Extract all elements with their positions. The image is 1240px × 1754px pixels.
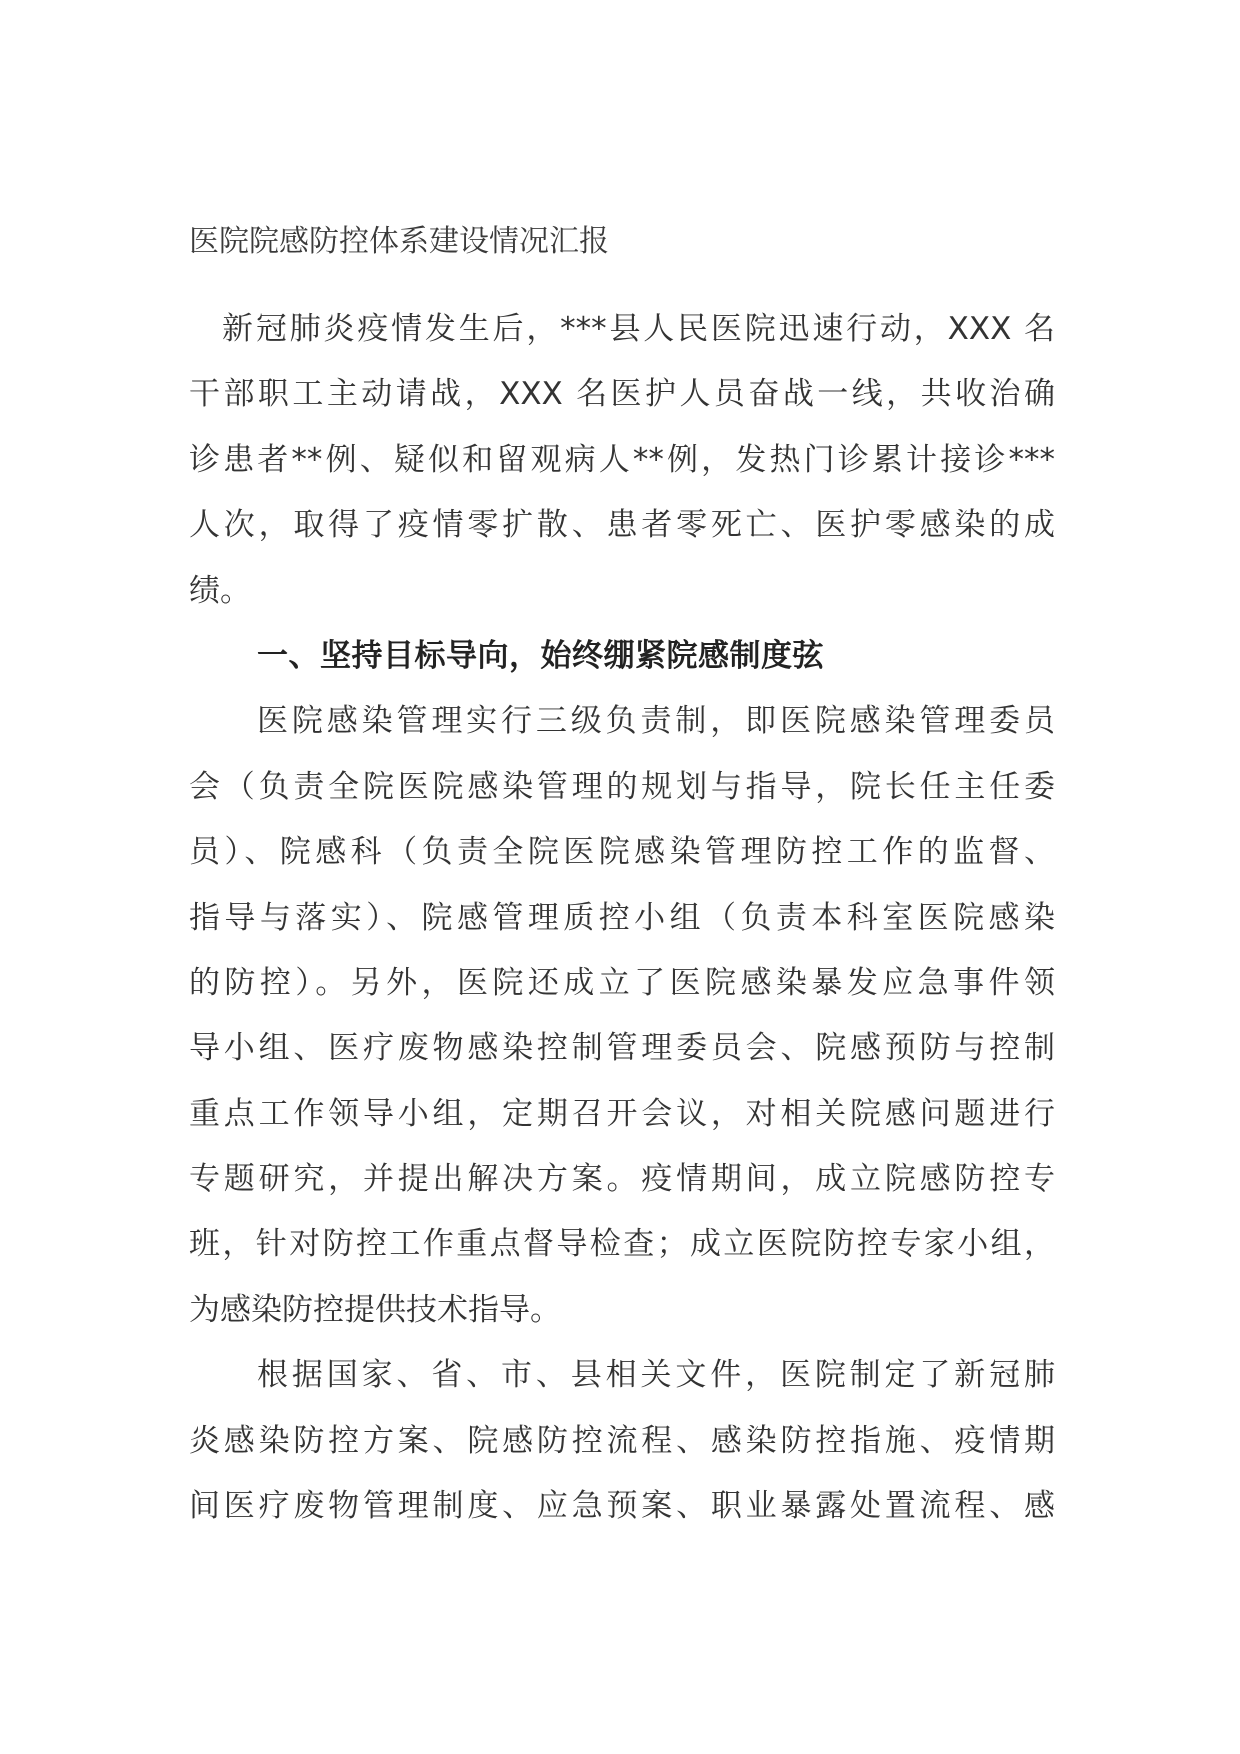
text-line: 新冠肺炎疫情发生后，***县人民医院迅速行动，XXX 名 (222, 311, 1055, 347)
text-line: 会（负责全院医院感染管理的规划与指导，院长任主任委 (189, 768, 1055, 805)
paragraph-regulations (189, 1343, 1055, 1539)
text-line: 炎感染防控方案、院感防控流程、感染防控指施、疫情期 (189, 1422, 1055, 1459)
document-body (189, 297, 1055, 1539)
text-line: 员）、院感科（负责全院医院感染管理防控工作的监督、 (189, 834, 1055, 871)
document-title: 医院院感防控体系建设情况汇报 (189, 224, 609, 259)
text-line: 根据国家、省、市、县相关文件，医院制定了新冠肺 (257, 1357, 1055, 1394)
text-line: 班，针对防控工作重点督导检查；成立医院防控专家小组， (189, 1226, 1055, 1263)
text-line: 干部职工主动请战，XXX 名医护人员奋战一线，共收治确 (189, 376, 1055, 413)
text-line: 导小组、医疗废物感染控制管理委员会、院感预防与控制 (189, 1030, 1055, 1067)
text-line: 的防控）。另外，医院还成立了医院感染暴发应急事件领 (189, 964, 1055, 1001)
text-line: 重点工作领导小组，定期召开会议，对相关院感问题进行 (189, 1095, 1055, 1132)
text-line: 诊患者**例、疑似和留观病人**例，发热门诊累计接诊*** (189, 441, 1055, 478)
text-line: 医院感染管理实行三级负责制，即医院感染管理委员 (257, 703, 1055, 740)
text-line: 人次，取得了疫情零扩散、患者零死亡、医护零感染的成 (189, 507, 1055, 544)
text-line: 专题研究，并提出解决方案。疫情期间，成立院感防控专 (189, 1161, 1055, 1198)
text-line: 指导与落实）、院感管理质控小组（负责本科室医院感染 (189, 899, 1055, 936)
text-line: 间医疗废物管理制度、应急预案、职业暴露处置流程、感 (189, 1488, 1055, 1525)
text-line: 为感染防控提供技术指导。 (189, 1291, 561, 1328)
section-heading: 一、坚持目标导向，始终绷紧院感制度弦 (257, 637, 824, 674)
text-line: 绩。 (189, 572, 251, 609)
paragraph-management-system (189, 689, 1055, 1343)
paragraph-intro (189, 297, 1055, 624)
